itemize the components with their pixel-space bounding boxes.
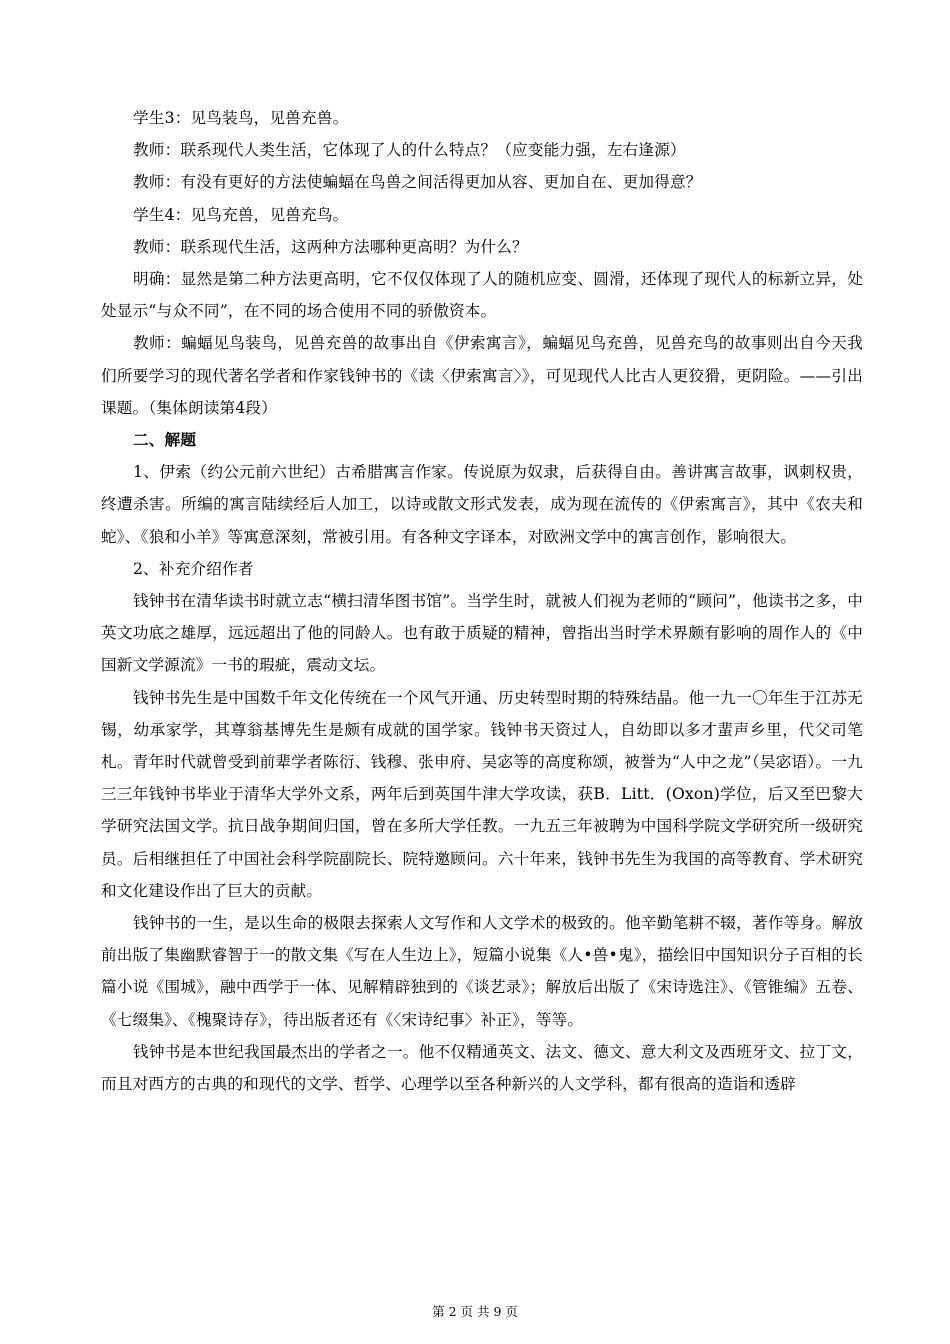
section-heading-title-explanation: 二、解题 <box>133 430 197 450</box>
document-body <box>101 102 863 1100</box>
dialogue-student-4: 学生4：见鸟充兽，见兽充鸟。 <box>133 205 349 224</box>
author-introduction-heading: 2、补充介绍作者 <box>133 559 254 578</box>
page-number-footer: 第 2 页 共 9 页 <box>432 1304 518 1319</box>
lesson-introduction-paragraph: 教师：蝙蝠见鸟装鸟，见兽充兽的故事出自《伊索寓言》，蝙蝠见鸟充兽，见兽充鸟的故事则出自今天我们所要学习的现代著名学者和作家钱钟书的《读〈伊索寓言〉》，可见现代人比古人更狡猾，更阴险。——引出课题。（集体朗读第4段） <box>101 334 863 417</box>
author-paragraph-4: 钱钟书是本世纪我国最杰出的学者之一。他不仅精通英文、法文、德文、意大利文及西班牙文、拉丁文，而且对西方的古典的和现代的文学、哲学、心理学以至各种新兴的人文学科，都有很高的造诣和透辟 <box>101 1042 863 1094</box>
author-paragraph-3: 钱钟书的一生，是以生命的极限去探索人文写作和人文学术的极致的。他辛勤笔耕不辍，著作等身。解放前出版了集幽默睿智于一的散文集《写在人生边上》，短篇小说集《人•兽•鬼》，描绘旧中国知识分子百相的长篇小说《围城》，融中西学于一体、见解精辟独到的《谈艺录》；解放后出版了《宋诗选注》、《管锥编》五卷、《七缀集》、《槐聚诗存》，待出版者还有《〈宋诗纪事〉补正》，等等。 <box>101 914 863 1029</box>
clarification-paragraph: 明确：显然是第二种方法更高明，它不仅仅体现了人的随机应变、圆滑，还体现了现代人的标新立异，处处显示“与众不同”，在不同的场合使用不同的骄傲资本。 <box>101 270 863 321</box>
dialogue-teacher-question-3: 教师：联系现代生活，这两种方法哪种更高明？为什么？ <box>133 237 528 256</box>
dialogue-student-3: 学生3：见鸟装鸟，见兽充兽。 <box>133 109 349 127</box>
aesop-introduction-paragraph: 1、伊索（约公元前六世纪）古希腊寓言作家。传说原为奴隶，后获得自由。善讲寓言故事，讽刺权贵，终遭杀害。所编的寓言陆续经后人加工，以诗或散文形式发表，成为现在流传的《伊索寓言》，其中《农夫和蛇》、《狼和小羊》等寓意深刻，常被引用。有各种文字译本，对欧洲文学中的寓言创作，影响很大。 <box>101 463 863 546</box>
dialogue-teacher-question-2: 教师：有没有更好的方法使蝙蝠在鸟兽之间活得更加从容、更加自在、更加得意？ <box>133 173 702 192</box>
author-paragraph-2: 钱钟书先生是中国数千年文化传统在一个风气开通、历史转型时期的特殊结晶。他一九一〇年生于江苏无锡，幼承家学，其尊翁基博先生是颇有成就的国学家。钱钟书天资过人，自幼即以多才蜚声乡里，代父司笔札。青年时代就曾受到前辈学者陈衍、钱穆、张申府、吴宓等的高度称颂，被誉为“人中之龙”（吴宓语）。一九三三年钱钟书毕业于清华大学外文系，两年后到英国牛津大学攻读，获B．Litt．(Oxon)学位，后又至巴黎大学研究法国文学。抗日战争期间归国，曾在多所大学任教。一九五三年被聘为中国科学院文学研究所一级研究员。后相继担任了中国社会科学院副院长、院特邀顾问。六十年来，钱钟书先生为我国的高等教育、学术研究和文化建设作出了巨大的贡献。 <box>101 688 863 900</box>
dialogue-teacher-question-1: 教师：联系现代人类生活，它体现了人的什么特点？（应变能力强，左右逢源） <box>133 141 686 160</box>
author-paragraph-1: 钱钟书在清华读书时就立志“横扫清华图书馆”。当学生时，就被人们视为老师的“顾问”，他读书之多，中英文功底之雄厚，远远超出了他的同龄人。也有敢于质疑的精神，曾指出当时学术界颇有影响的周作人的《中国新文学源流》一书的瑕疵，震动文坛。 <box>101 592 863 675</box>
